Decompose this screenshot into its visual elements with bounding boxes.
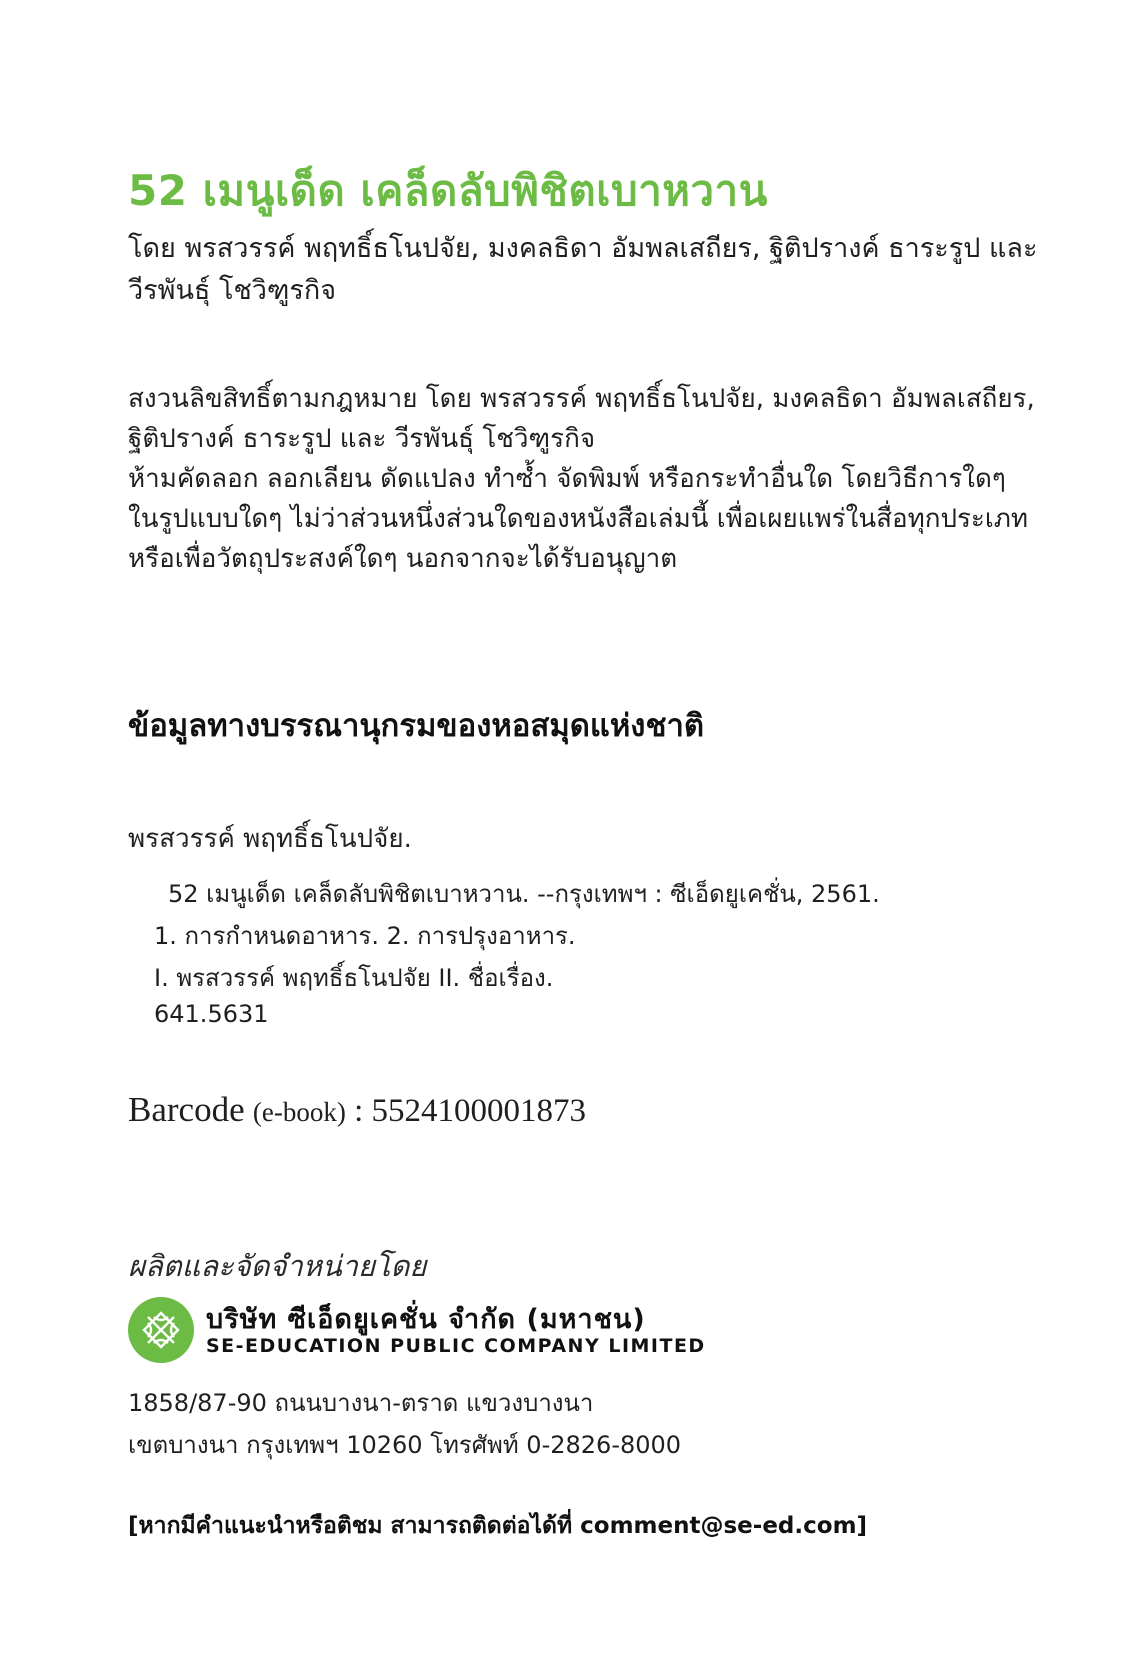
- copyright-line-1: สงวนลิขสิทธิ์ตามกฎหมาย โดย พรสวรรค์ พฤทธิ์ธโนปจัย, มงคลธิดา อัมพลเสถียร,: [128, 384, 1035, 414]
- authors-line-2: วีรพันธุ์ โชวิฑูรกิจ: [128, 275, 337, 306]
- feedback-contact: [หากมีคำแนะนำหรือติชม สามารถติดต่อได้ที่ comment@se-ed.com]: [128, 1513, 868, 1539]
- copyright-line-4: ในรูปแบบใดๆ ไม่ว่าส่วนหนึ่งส่วนใดของหนังสือเล่มนี้ เพื่อเผยแพร่ในสื่อทุกประเภท: [128, 504, 1029, 534]
- address-line-1: 1858/87-90 ถนนบางนา-ตราด แขวงบางนา: [128, 1389, 594, 1417]
- copyright-line-3: ห้ามคัดลอก ลอกเลียน ดัดแปลง ทำซ้ำ จัดพิมพ์ หรือกระทำอื่นใด โดยวิธีการใดๆ: [128, 464, 1006, 494]
- address-line-2: เขตบางนา กรุงเทพฯ 10260 โทรศัพท์ 0-2826-8000: [128, 1431, 682, 1459]
- cip-subjects: 1. การกำหนดอาหาร. 2. การปรุงอาหาร.: [154, 922, 576, 950]
- cip-classification: 641.5631: [154, 1000, 269, 1028]
- barcode-separator: :: [354, 1093, 364, 1129]
- cip-added-entries: I. พรสวรรค์ พฤทธิ์ธโนปจัย II. ชื่อเรื่อง.: [154, 964, 554, 992]
- barcode-label: Barcode: [128, 1090, 245, 1129]
- book-title: 52 เมนูเด็ด เคล็ดลับพิชิตเบาหวาน: [128, 166, 768, 215]
- barcode-value: 5524100001873: [371, 1093, 586, 1129]
- company-name-english: SE-EDUCATION PUBLIC COMPANY LIMITED: [206, 1335, 706, 1357]
- producer-label: ผลิตและจัดจำหน่ายโดย: [128, 1249, 427, 1283]
- copyright-line-2: ฐิติปรางค์ ธาระรูป และ วีรพันธุ์ โชวิฑูรกิจ: [128, 424, 596, 454]
- authors-line-1: โดย พรสวรรค์ พฤทธิ์ธโนปจัย, มงคลธิดา อัมพลเสถียร, ฐิติปรางค์ ธาระรูป และ: [128, 233, 1038, 264]
- copyright-line-5: หรือเพื่อวัตถุประสงค์ใดๆ นอกจากจะได้รับอนุญาต: [128, 544, 678, 574]
- cip-entry: 52 เมนูเด็ด เคล็ดลับพิชิตเบาหวาน. --กรุงเทพฯ : ซีเอ็ดยูเคชั่น, 2561.: [168, 880, 880, 908]
- cip-heading: ข้อมูลทางบรรณานุกรมของหอสมุดแห่งชาติ: [128, 708, 705, 744]
- cip-author: พรสวรรค์ พฤทธิ์ธโนปจัย.: [128, 824, 412, 854]
- barcode-line: [128, 1090, 586, 1130]
- se-ed-logo-icon: [128, 1297, 194, 1363]
- company-name-thai: บริษัท ซีเอ็ดยูเคชั่น จำกัด (มหาชน): [206, 1304, 646, 1335]
- barcode-format: (e-book): [252, 1097, 346, 1127]
